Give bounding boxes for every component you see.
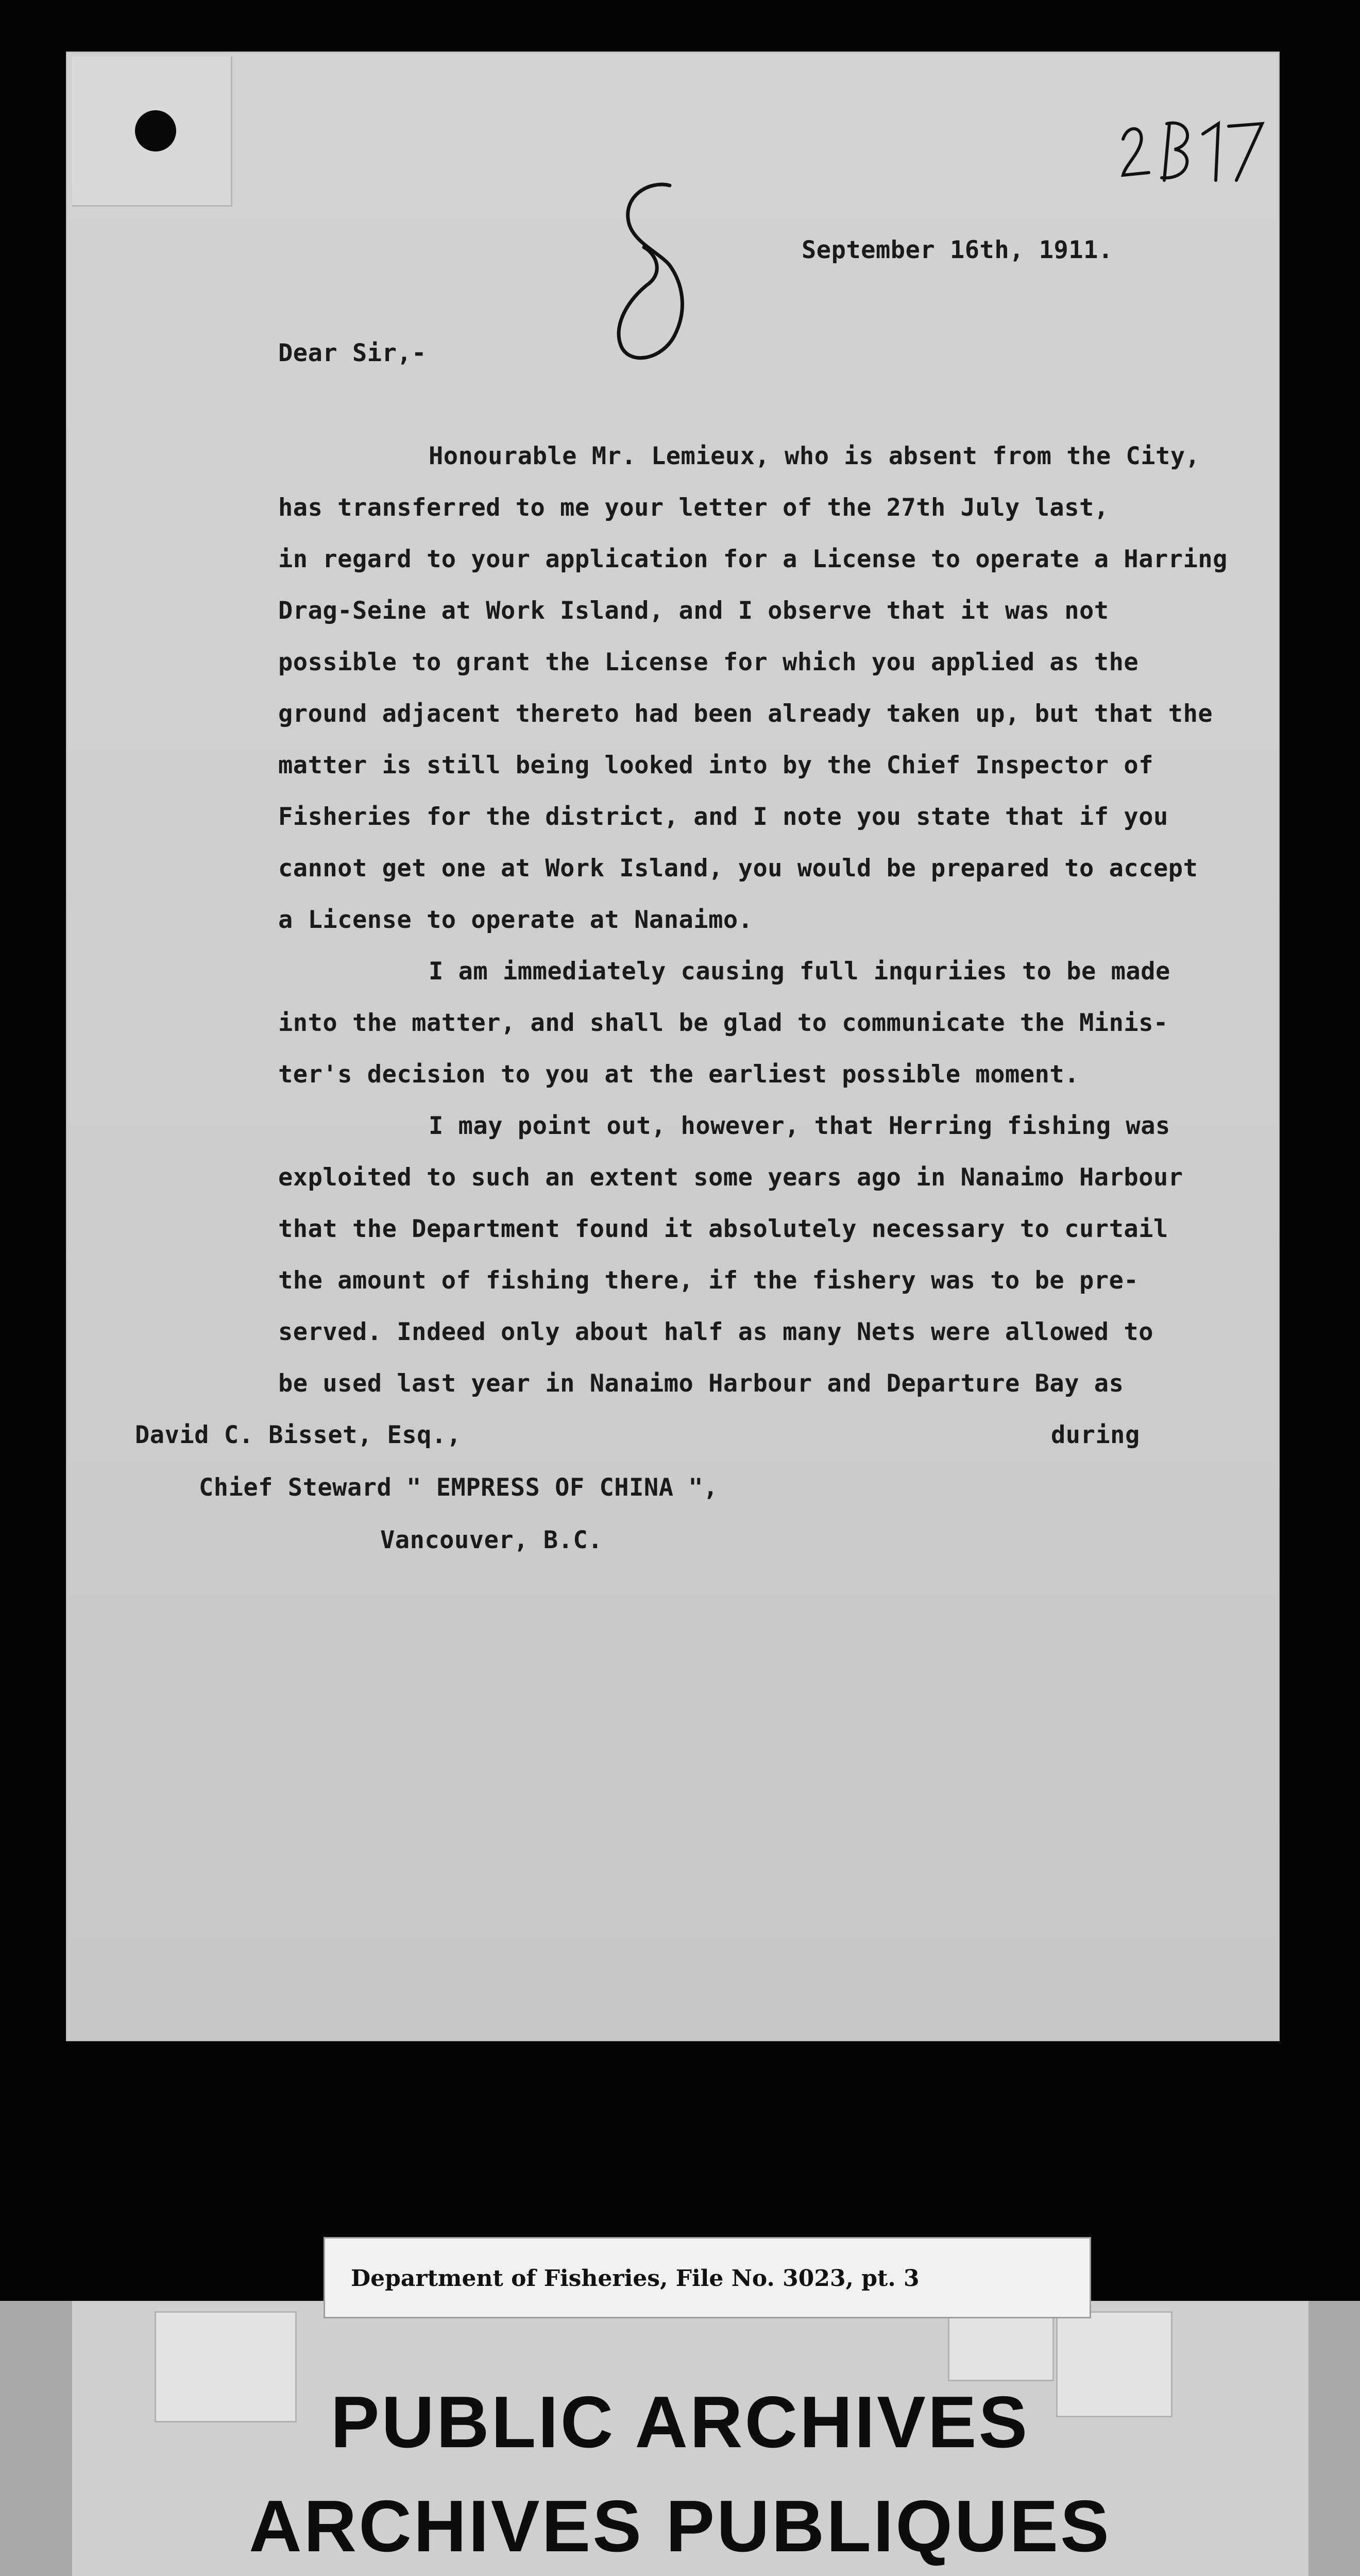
body-line: matter is still being looked into by the Chief Inspector of: [278, 751, 1153, 779]
body-line: Drag-Seine at Work Island, and I observe that it was not: [278, 597, 1109, 625]
body-line: in regard to your application for a License to operate a Harring: [278, 545, 1228, 573]
body-line: into the matter, and shall be glad to communicate the Minis-: [278, 1009, 1168, 1037]
file-label: [324, 2237, 1091, 2318]
stamp-public-archives: PUBLIC ARCHIVES: [330, 2381, 1030, 2463]
body-line: be used last year in Nanaimo Harbour and Departure Bay as: [278, 1369, 1124, 1398]
body-line: ground adjacent thereto had been already taken up, but that the: [278, 700, 1213, 728]
body-line: served. Indeed only about half as many Nets were allowed to: [278, 1318, 1153, 1346]
body-line: the amount of fishing there, if the fishery was to be pre-: [278, 1266, 1139, 1295]
body-line: that the Department found it absolutely necessary to curtail: [278, 1215, 1168, 1243]
body-line: cannot get one at Work Island, you would be prepared to accept: [278, 854, 1198, 883]
body-line: possible to grant the License for which you applied as the: [278, 648, 1139, 676]
file-label-text: Department of Fisheries, File No. 3023, pt. 3: [351, 2265, 920, 2292]
letter-date: September 16th, 1911.: [802, 236, 1113, 264]
body-line: Fisheries for the district, and I note you state that if you: [278, 803, 1168, 831]
punch-hole: [135, 110, 176, 151]
addressee-title: Chief Steward " EMPRESS OF CHINA ",: [199, 1473, 718, 1502]
body-line: I am immediately causing full inquriies to be made: [429, 957, 1170, 986]
body-line: has transferred to me your letter of the 27th July last,: [278, 494, 1109, 522]
body-line: a License to operate at Nanaimo.: [278, 906, 753, 934]
stamp-archives-publiques: ARCHIVES PUBLIQUES: [249, 2485, 1111, 2567]
addressee-city: Vancouver, B.C.: [380, 1526, 603, 1554]
continuation-word: during: [1051, 1421, 1140, 1449]
addressee-name: David C. Bisset, Esq.,: [135, 1421, 462, 1449]
folio-number: [1113, 103, 1267, 185]
salutation: Dear Sir,-: [278, 339, 427, 367]
body-line: Honourable Mr. Lemieux, who is absent from the City,: [429, 442, 1200, 470]
body-line: ter's decision to you at the earliest possible moment.: [278, 1060, 1080, 1089]
handwritten-mark: [592, 175, 716, 376]
body-line: exploited to such an extent some years ago in Nanaimo Harbour: [278, 1163, 1183, 1192]
tape-strip: [948, 2316, 1054, 2381]
body-line: I may point out, however, that Herring fishing was: [429, 1112, 1170, 1140]
